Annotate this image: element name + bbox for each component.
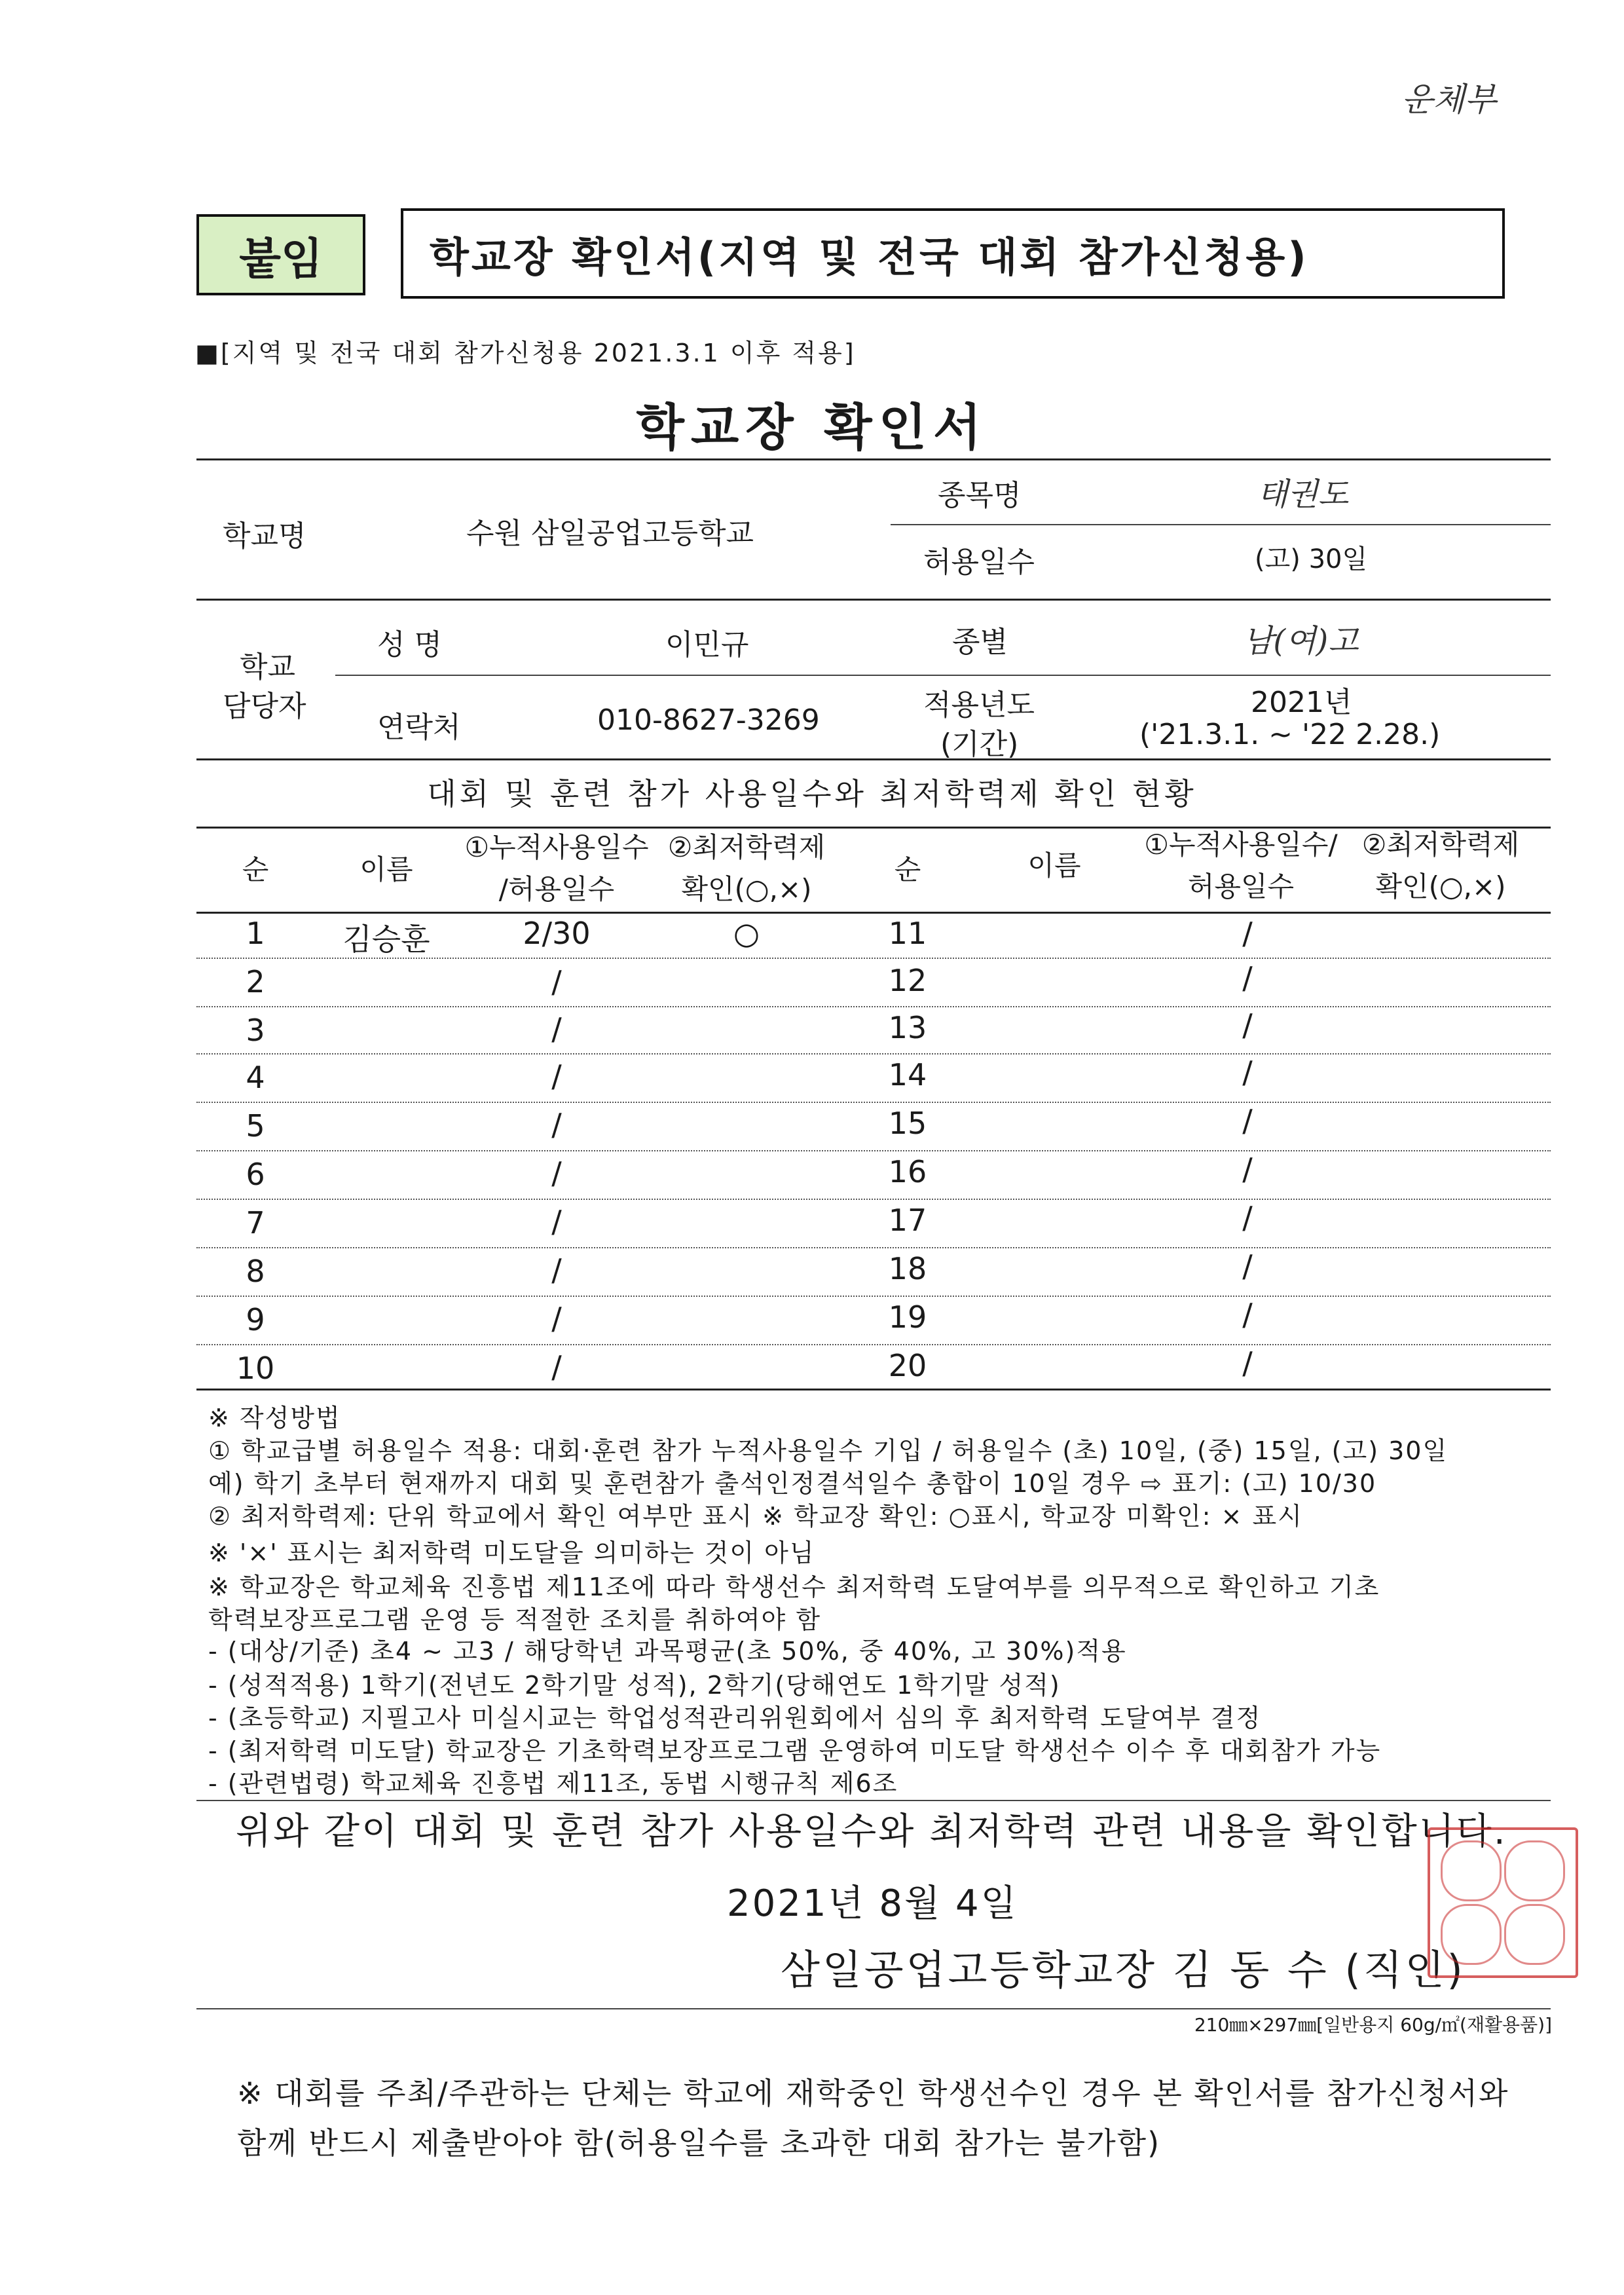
instruction-line: - (초등학교) 지필고사 미실시교는 학업성적관리위원회에서 심의 후 최저학력 도달여부 결정	[208, 1704, 1262, 1732]
row-number: 17	[888, 1203, 927, 1238]
row-days: /	[1242, 916, 1253, 951]
instruction-line: - (최저학력 미도달) 학교장은 기초학력보장프로그램 운영하여 미도달 학생선수 이수 후 대회참가 가능	[208, 1736, 1382, 1765]
col-header-cumulative: ①누적사용일수	[464, 831, 649, 863]
row-name: 김승훈	[342, 922, 430, 957]
footer-note: ※ 대회를 주최/주관하는 단체는 학교에 재학중인 학생선수인 경우 본 확인서를 참가신청서와	[237, 2076, 1509, 2111]
row-days: /	[551, 1349, 562, 1385]
info-top-line	[196, 458, 1551, 460]
notes-bottom-line	[196, 1800, 1551, 1801]
contact-label: 연락처	[377, 711, 461, 744]
sport-value: 태권도	[1257, 476, 1349, 513]
paper-spec: 210㎜×297㎜[일반용지 60g/㎡(재활용품)]	[1194, 2014, 1552, 2036]
row-number: 18	[888, 1251, 927, 1286]
row-days: /	[1242, 1054, 1253, 1090]
name-value: 이민규	[665, 628, 749, 662]
col-header-cumulative: ①누적사용일수/	[1144, 829, 1338, 861]
info-bottom-line	[196, 758, 1551, 760]
row-number: 13	[888, 1010, 927, 1045]
row-number: 19	[888, 1299, 927, 1335]
row-days: /	[551, 1011, 562, 1047]
row-days: /	[551, 1058, 562, 1094]
row-days: /	[1242, 1151, 1253, 1187]
school-value: 수원 삼일공업고등학교	[466, 517, 754, 550]
sport-label: 종목명	[938, 479, 1022, 512]
instruction-line: - (대상/기준) 초4 ~ 고3 / 해당학년 과목평균(초 50%, 중 40%, 고 30%)적용	[208, 1637, 1127, 1666]
table-bottom-line	[196, 1389, 1551, 1390]
row-days: /	[551, 1252, 562, 1288]
row-days: /	[1242, 1345, 1253, 1381]
row-number: 4	[246, 1060, 265, 1095]
footer-note: 함께 반드시 제출받아야 함(허용일수를 초과한 대회 참가는 불가함)	[237, 2125, 1161, 2161]
section-title: 대회 및 훈련 참가 사용일수와 최저학력제 확인 현황	[427, 776, 1197, 812]
row-number: 16	[888, 1154, 927, 1189]
type-value: 남(여)고	[1243, 623, 1359, 660]
instruction-line: ① 학교급별 허용일수 적용: 대회·훈련 참가 누적사용일수 기입 / 허용일수 (초) 10일, (중) 15일, (고) 30일	[208, 1436, 1449, 1465]
row-days: /	[1242, 960, 1253, 996]
instructions-heading: ※ 작성방법	[208, 1404, 341, 1432]
row-days: 2/30	[523, 916, 591, 951]
row-number: 3	[246, 1013, 265, 1048]
allowed-days-label: 허용일수	[923, 546, 1035, 579]
col-header-name: 이름	[1027, 849, 1081, 882]
row-number: 6	[246, 1157, 265, 1192]
row-days: /	[551, 1155, 562, 1191]
row-days: /	[1242, 1007, 1253, 1043]
document-header-title: 학교장 확인서(지역 및 전국 대회 참가신청용)	[401, 208, 1505, 299]
row-divider	[196, 958, 1551, 959]
info-line	[196, 599, 1551, 601]
type-label: 종별	[952, 625, 1008, 659]
col-header-cumulative: /허용일수	[498, 873, 615, 905]
allowed-days-value: (고) 30일	[1255, 544, 1368, 574]
corner-handwritten-note: 운체부	[1401, 81, 1496, 119]
row-number: 14	[888, 1057, 927, 1092]
staff-label: 담당자	[223, 690, 306, 723]
row-number: 11	[888, 916, 927, 951]
row-number: 2	[246, 964, 265, 999]
row-number: 20	[888, 1348, 927, 1383]
row-days: /	[1242, 1103, 1253, 1138]
table-top-line	[196, 827, 1551, 829]
school-label: 학교명	[223, 519, 306, 553]
contact-value: 010-8627-3269	[597, 703, 820, 737]
table-header-line	[196, 912, 1551, 914]
row-number: 7	[246, 1205, 265, 1241]
row-days: /	[1242, 1200, 1253, 1235]
info-line	[891, 524, 1551, 525]
row-number: 12	[888, 963, 927, 998]
instruction-line: 학력보장프로그램 운영 등 적절한 조치를 취하여야 함	[208, 1605, 822, 1634]
year-value: 2021년	[1251, 686, 1352, 719]
row-number: 1	[246, 916, 265, 951]
row-number: 8	[246, 1254, 265, 1289]
year-label: (기간)	[940, 728, 1019, 761]
row-days: /	[551, 964, 562, 999]
attachment-tag: 붙임	[196, 214, 365, 295]
col-header-order: 순	[242, 853, 269, 886]
instruction-line: ② 최저학력제: 단위 학교에서 확인 여부만 표시 ※ 학교장 확인: ○표시, 학교장 미확인: × 표시	[208, 1502, 1303, 1531]
row-number: 9	[246, 1302, 265, 1337]
staff-label: 학교	[240, 650, 296, 684]
year-period: ('21.3.1. ~ '22 2.28.)	[1139, 718, 1441, 751]
principal-signature-line: 삼일공업고등학교장 김 동 수 (직인)	[781, 1946, 1466, 1994]
instruction-line: - (성적적용) 1학기(전년도 2학기말 성적), 2학기(당해연도 1학기말 성적)	[208, 1671, 1061, 1700]
row-days: /	[551, 1204, 562, 1239]
issue-date: 2021년 8월 4일	[727, 1882, 1018, 1925]
confirmation-statement: 위와 같이 대회 및 훈련 참가 사용일수와 최저학력 관련 내용을 확인합니다.	[236, 1810, 1507, 1853]
info-line	[335, 675, 1551, 676]
signature-bottom-line	[196, 2008, 1551, 2009]
instruction-line: ※ 학교장은 학교체육 진흥법 제11조에 따라 학생선수 최저학력 도달여부를 의무적으로 확인하고 기초	[208, 1573, 1380, 1601]
col-header-academic-check: 확인(○,×)	[681, 873, 812, 905]
row-check: ○	[733, 916, 760, 951]
row-number: 10	[236, 1351, 275, 1386]
instruction-line: 예) 학기 초부터 현재까지 대회 및 훈련참가 출석인정결석일수 총합이 10일 경우 ⇨ 표기: (고) 10/30	[208, 1469, 1377, 1498]
name-label: 성 명	[377, 628, 442, 662]
official-seal	[1428, 1827, 1578, 1978]
instruction-line: ※ '×' 표시는 최저학력 미도달을 의미하는 것이 아님	[208, 1539, 815, 1567]
row-number: 15	[888, 1106, 927, 1141]
row-number: 5	[246, 1108, 265, 1144]
form-title: 학교장 확인서	[636, 398, 988, 457]
row-days: /	[551, 1301, 562, 1336]
col-header-academic-check: ②최저학력제	[1361, 829, 1520, 861]
row-days: /	[551, 1107, 562, 1142]
row-days: /	[1242, 1248, 1253, 1284]
col-header-academic-check: 확인(○,×)	[1375, 870, 1506, 903]
instruction-line: - (관련법령) 학교체육 진흥법 제11조, 동법 시행규칙 제6조	[208, 1769, 898, 1798]
row-days: /	[1242, 1297, 1253, 1332]
col-header-academic-check: ②최저학력제	[667, 831, 826, 863]
year-label: 적용년도	[923, 688, 1035, 722]
col-header-order: 순	[894, 853, 921, 886]
applicability-note: ■[지역 및 전국 대회 참가신청용 2021.3.1 이후 적용]	[195, 339, 856, 367]
col-header-cumulative: 허용일수	[1187, 870, 1295, 903]
col-header-name: 이름	[360, 853, 413, 886]
